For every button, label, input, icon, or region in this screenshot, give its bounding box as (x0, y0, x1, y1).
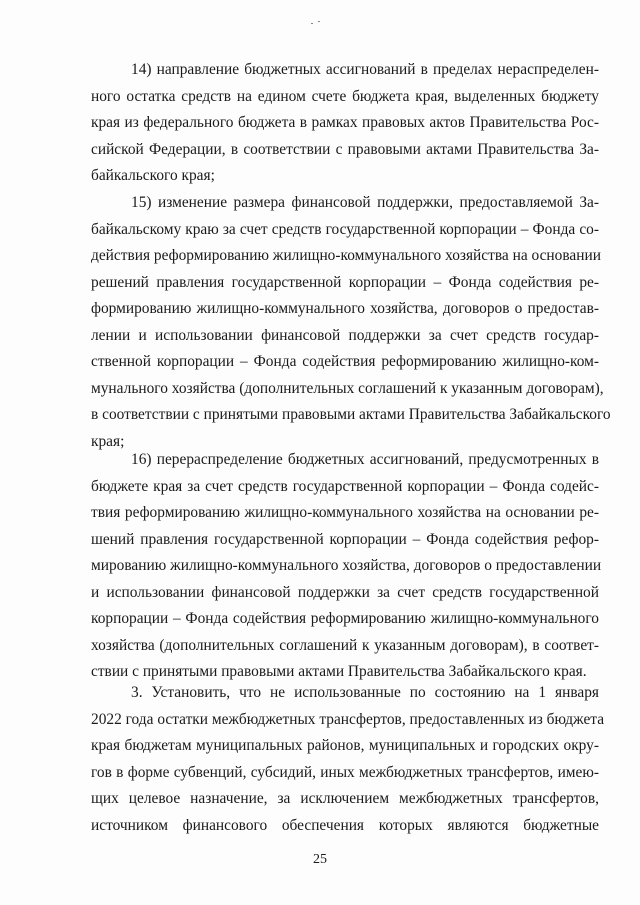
page-number: 25 (313, 852, 327, 867)
text-line: края из федерального бюджета в рамках правовых актов Правительства Рос- (91, 114, 599, 131)
text-line: гов в форме субвенций, субсидий, иных межбюджетных трансфертов, имею- (91, 763, 599, 781)
text-line: ственной корпорации – Фонда содействия реформированию жилищно-ком- (91, 353, 599, 370)
text-line: байкальскому краю за счет средств государственной корпорации – Фонда со- (91, 220, 599, 238)
text-line: ного остатка средств на едином счете бюджета края, выделенных бюджету (91, 87, 599, 105)
text-line: края бюджетам муниципальных районов, муниципальных и городских окру- (91, 737, 599, 754)
paragraph-item-16 (91, 447, 602, 686)
text-line: байкальского края; (91, 167, 215, 184)
text-line: источником финансового обеспечения которых являются бюджетные (91, 816, 599, 834)
text-line: мунального хозяйства (дополнительных соглашений к указанным договорам), (91, 379, 604, 397)
text-line: бюджете края за счет средств государственной корпорации – Фонда содейс- (91, 477, 599, 495)
text-line: твия реформированию жилищно-коммунального хозяйства на основании ре- (91, 504, 599, 521)
text-line: корпорации – Фонда содействия реформированию жилищно-коммунального (91, 610, 599, 627)
paragraph-item-3 (91, 680, 605, 839)
text-line: 3. Установить, что не использованные по состоянию на 1 января (131, 684, 599, 701)
text-line: хозяйства (дополнительных соглашений к указанным договорам), в соответ- (91, 636, 599, 654)
text-line: 15) изменение размера финансовой поддержки, предоставляемой За- (131, 194, 599, 211)
scan-speck (311, 23, 313, 24)
text-line: щих целевое назначение, за исключением межбюджетных трансфертов, (91, 790, 599, 807)
text-line: сийской Федерации, в соответствии с правовыми актами Правительства За- (91, 140, 599, 158)
text-line: 16) перераспределение бюджетных ассигнований, предусмотренных в (131, 451, 599, 468)
paragraph-item-15 (91, 190, 611, 455)
text-line: 14) направление бюджетных ассигнований в пределах нераспределен- (131, 61, 599, 78)
text-line: шений правления государственной корпорации – Фонда содействия рефор- (91, 530, 599, 548)
text-line: мированию жилищно-коммунального хозяйства, договоров о предоставлении (91, 557, 602, 574)
text-line: в соответствии с принятыми правовыми актами Правительства Забайкальского (91, 406, 611, 423)
text-line: и использовании финансовой поддержки за счет средств государственной (91, 583, 599, 601)
text-line: решений правления государственной корпорации – Фонда содействия ре- (91, 273, 599, 291)
text-line: действия реформированию жилищно-коммунального хозяйства на основании (91, 247, 601, 264)
text-line: ствии с принятыми правовыми актами Правительства Забайкальского края. (91, 663, 587, 680)
text-line: формированию жилищно-коммунального хозяйства, договоров о предостав- (91, 300, 599, 317)
scan-speck (318, 21, 320, 22)
text-line: лении и использовании финансовой поддержки за счет средств государ- (91, 326, 599, 344)
text-line: 2022 года остатки межбюджетных трансфертов, предоставленных из бюджета (91, 710, 605, 728)
paragraph-item-14 (91, 57, 599, 190)
text-line: края; (91, 432, 125, 450)
